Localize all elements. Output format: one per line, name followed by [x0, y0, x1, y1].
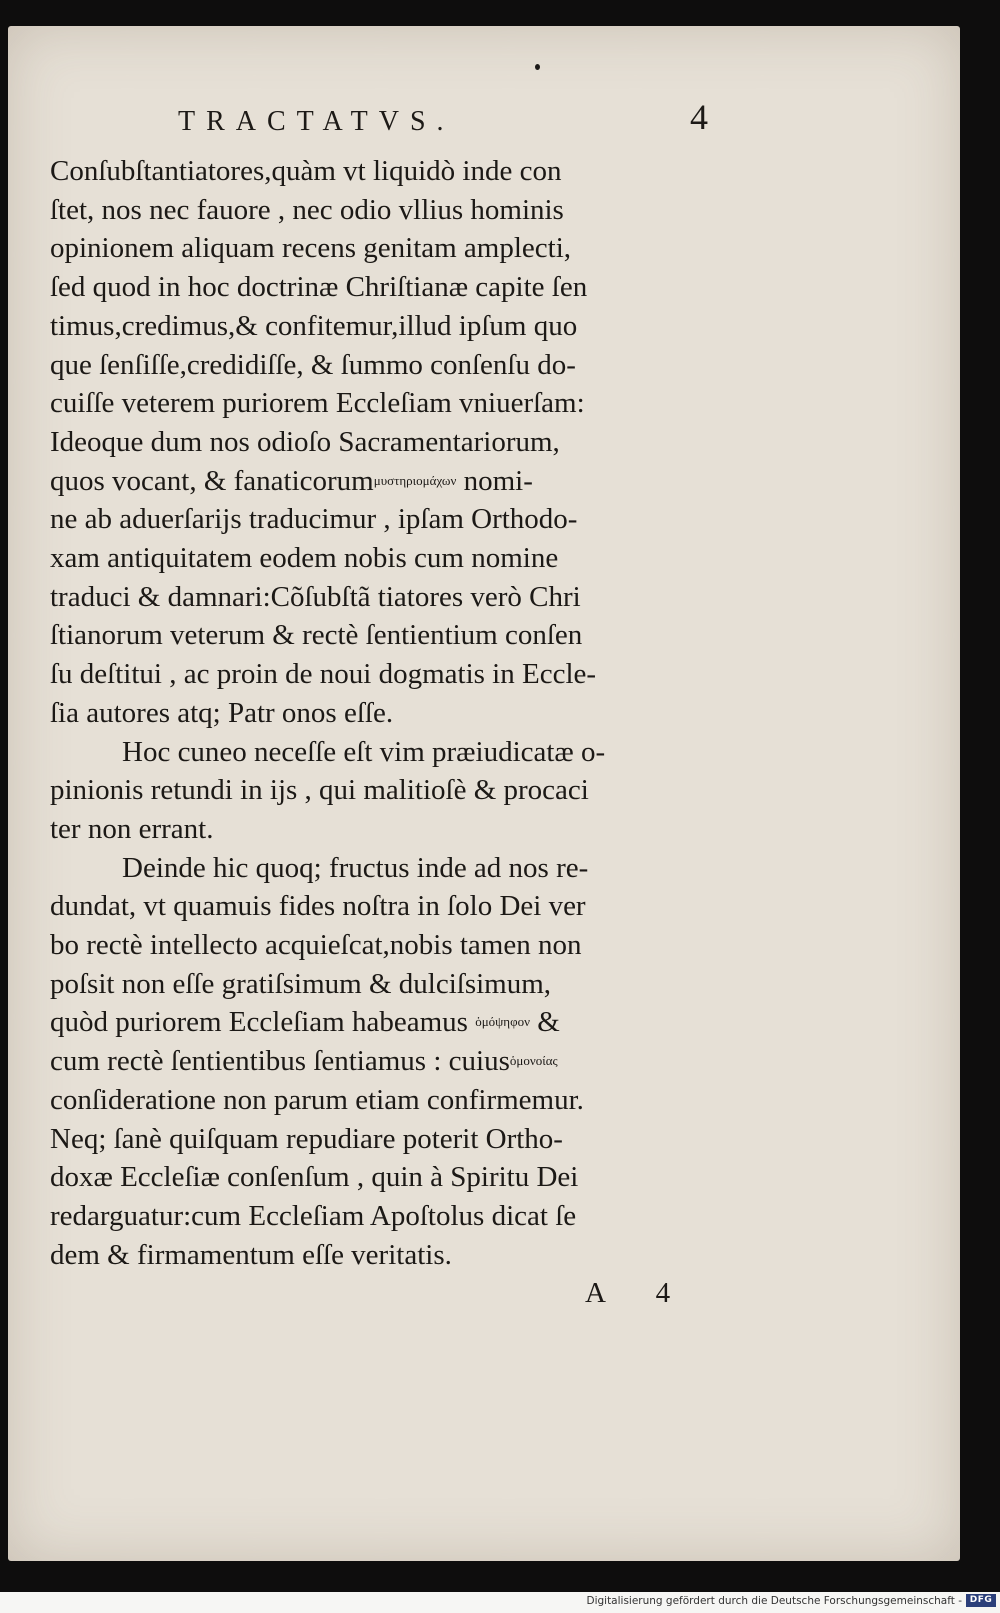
text-line: [50, 1042, 756, 1081]
text-line-main: redarguatur:cum Eccleſiam Apoſtolus dicat ſe: [50, 1199, 577, 1232]
text-line-main: bo rectè intellecto acquieſcat,nobis tamen non: [50, 929, 582, 962]
text-line: [50, 1120, 756, 1159]
text-line: [50, 887, 756, 926]
text-line-main: doxæ Eccleſiæ conſenſum , quin à Spiritu Dei: [50, 1161, 579, 1194]
text-line-main: Neq; ſanè quiſquam repudiare poterit Ortho-: [50, 1122, 563, 1155]
signature-mark: A 4: [585, 1277, 693, 1309]
text-line: [50, 733, 756, 772]
text-line-main: cum rectè ſentientibus ſentiamus : cuius: [50, 1045, 510, 1078]
text-line: [50, 810, 756, 849]
page-number: 4: [690, 97, 708, 137]
text-line-main: que ſenſiſſe,credidiſſe, & ſummo conſenſu do-: [50, 348, 576, 381]
text-line: [50, 423, 756, 462]
text-line: [50, 152, 756, 191]
text-line: [50, 655, 756, 694]
text-line: [50, 1158, 756, 1197]
text-line-main: ter non errant.: [50, 812, 214, 845]
text-line: [50, 1197, 756, 1236]
text-line-main: timus,credimus,& confitemur,illud ipſum quo: [50, 309, 578, 342]
greek-word: μυστηριομάχων: [373, 472, 457, 488]
text-line: [50, 229, 756, 268]
text-line: [50, 1003, 756, 1042]
text-line-main: cuiſſe veterem puriorem Eccleſiam vniuerſam:: [50, 387, 585, 420]
text-line: [50, 268, 756, 307]
text-line-tail: nomi-: [456, 464, 533, 497]
text-line-main: xam antiquitatem eodem nobis cum nomine: [50, 542, 559, 575]
text-line: [50, 616, 756, 655]
text-line: [50, 965, 756, 1004]
greek-word: ὁμόψηφον: [475, 1014, 530, 1030]
footer-credit: Digitalisierung gefördert durch die Deutsche Forschungsgemeinschaft -: [586, 1595, 962, 1607]
text-line-main: Ideoque dum nos odioſo Sacramentariorum,: [50, 425, 560, 458]
text-line-main: Hoc cuneo neceſſe eſt vim præiudicatæ o-: [122, 735, 606, 768]
text-line: [50, 926, 756, 965]
text-line-main: quòd puriorem Eccleſiam habeamus: [50, 1006, 476, 1039]
text-line: [50, 500, 756, 539]
text-line-main: dundat, vt quamuis fides noſtra in ſolo Dei ver: [50, 890, 586, 923]
text-line: [50, 694, 756, 733]
greek-word: ὁμονοίας: [509, 1053, 558, 1069]
text-line-main: quos vocant, & fanaticorum: [50, 464, 374, 497]
ink-dot: [535, 64, 540, 70]
text-line-main: Deinde hic quoq; fructus inde ad nos re-: [122, 851, 589, 884]
text-line: [50, 578, 756, 617]
text-line: [50, 384, 756, 423]
text-line-main: ne ab aduerſarijs traducimur , ipſam Orthodo-: [50, 503, 578, 536]
text-line-main: dem & firmamentum eſſe veritatis.: [50, 1238, 452, 1271]
text-line: [50, 191, 756, 230]
text-line-main: Conſubſtantiatores,quàm vt liquidò inde con: [50, 155, 562, 187]
dfg-logo: DFG: [966, 1594, 996, 1607]
text-line-main: pinionis retundi in ijs , qui malitioſè & procaci: [50, 774, 589, 807]
text-line-tail: &: [529, 1006, 560, 1039]
text-line-main: ſtet, nos nec fauore , nec odio vllius hominis: [50, 193, 564, 226]
text-line-main: opinionem aliquam recens genitam amplecti,: [50, 232, 572, 265]
text-line: [50, 462, 756, 501]
text-line-main: ſed quod in hoc doctrinæ Chriſtianæ capite ſen: [50, 271, 588, 304]
text-line: [50, 539, 756, 578]
text-line-main: poſsit non eſſe gratiſsimum & dulciſsimum,: [50, 967, 552, 1000]
text-line-main: ſu deſtitui , ac proin de noui dogmatis in Eccle-: [50, 658, 597, 691]
text-line: [50, 1236, 756, 1275]
text-line-main: conſideratione non parum etiam confirmemur.: [50, 1083, 584, 1116]
body-text: [50, 152, 756, 1274]
text-line-main: ſia autores atq; Patr onos eſſe.: [50, 696, 394, 729]
text-line: [50, 307, 756, 346]
running-head: TRACTATVS.: [178, 106, 455, 137]
text-line-main: ſtianorum veterum & rectè ſentientium conſen: [50, 619, 583, 652]
text-line-main: traduci & damnari:Cõſubſtã tiatores verò Chri: [50, 580, 581, 613]
text-line: [50, 849, 756, 888]
text-line: [50, 1081, 756, 1120]
text-line: [50, 771, 756, 810]
text-line: [50, 346, 756, 385]
